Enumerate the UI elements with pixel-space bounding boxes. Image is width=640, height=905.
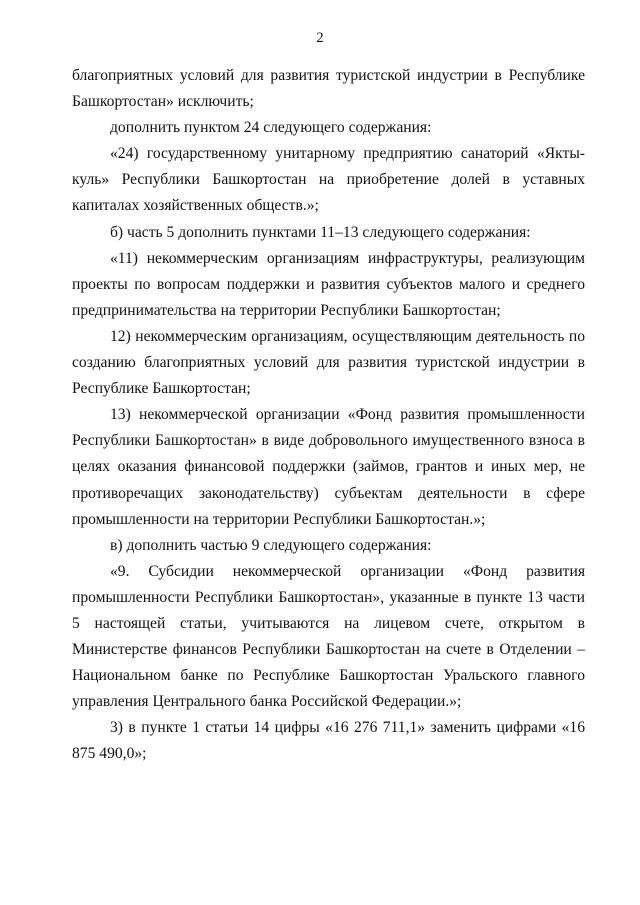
paragraph-part-9-intro: в) дополнить частью 9 следующего содержания: <box>110 536 432 554</box>
document-body <box>72 63 585 768</box>
paragraph-part-5-intro: б) часть 5 дополнить пунктами 11–13 следующего содержания: <box>110 223 531 241</box>
paragraph-continuation: благоприятных условий для развития туристской индустрии в Республике Башкортостан» исключить; <box>72 67 585 111</box>
paragraph-item-11: «11) некоммерческим организациям инфраструктуры, реализующим проекты по вопросам поддержки и развития субъектов малого и среднего предпринимательства на территории Республики Башкортостан; <box>72 249 585 319</box>
page-number: 2 <box>316 30 324 46</box>
paragraph-add-item-24-intro: дополнить пунктом 24 следующего содержания: <box>110 119 432 137</box>
paragraph-item-24: «24) государственному унитарному предприятию санаторий «Якты-куль» Республики Башкортостан на приобретение долей в уставных капиталах хозяйственных обществ.»; <box>72 145 585 215</box>
paragraph-item-13: 13) некоммерческой организации «Фонд развития промышленности Республики Башкортостан» в виде добровольного имущественного взноса в целях оказания финансовой поддержки (займов, грантов и иных мер, не противоречащих законодательству) субъектам деятельности в сфере промышленности на территории Республики Башкортостан.»; <box>72 406 585 528</box>
paragraph-item-12: 12) некоммерческим организациям, осуществляющим деятельность по созданию благоприятных условий для развития туристской индустрии в Республике Башкортостан; <box>72 327 585 398</box>
paragraph-part-9: «9. Субсидии некоммерческой организации «Фонд развития промышленности Республики Башкортостан», указанные в пункте 13 части 5 настоящей статьи, учитываются на лицевом счете, открытом в Министерстве финансов Республики Башкортостан на счете в Отделении – Национальном банке по Республике Башкортостан Уральского главного управления Центрального банка Российской Федерации.»; <box>72 562 585 711</box>
paragraph-article-14-amendment: 3) в пункте 1 статьи 14 цифры «16 276 711,1» заменить цифрами «16 875 490,0»; <box>72 719 585 763</box>
